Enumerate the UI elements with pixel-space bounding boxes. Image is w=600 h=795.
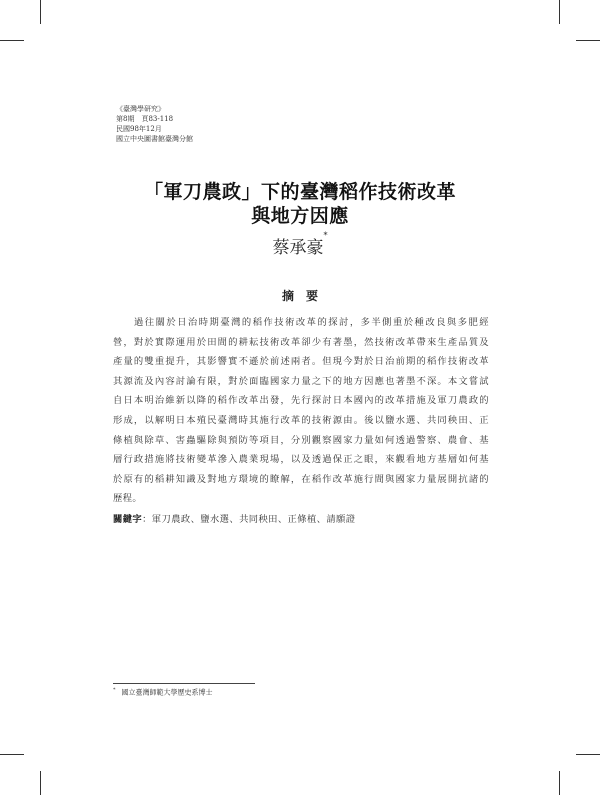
footnote-divider — [113, 683, 255, 684]
crop-mark-top-right-v — [559, 0, 560, 24]
crop-mark-top-left-v — [40, 0, 41, 24]
journal-issue: 第8期 頁83-118 — [116, 115, 174, 123]
crop-mark-bottom-right-h — [576, 754, 600, 755]
journal-date: 民國98年12月 — [116, 125, 162, 133]
abstract-line: 其源流及內容討論有限，對於面臨國家力量之下的地方因應也著墨不深。本文嘗試 — [113, 375, 489, 387]
abstract-line: 形成，以解明日本殖民臺灣時其施行改革的技術源由。後以鹽水選、共同秧田、正 — [113, 414, 489, 426]
abstract-line: 條植與除草、害蟲驅除與預防等項目，分別觀察國家力量如何透過警察、農會、基 — [113, 434, 489, 446]
journal-name: 《臺灣學研究》 — [116, 105, 165, 113]
footnote-text: 國立臺灣師範大學歷史系博士 — [121, 688, 213, 697]
author-footnote-mark: * — [323, 231, 328, 240]
keywords-label: 關鍵字 — [113, 514, 143, 525]
footnote — [113, 687, 213, 697]
abstract-line: 自日本明治維新以降的稻作改革出發，先行探討日本國內的改革措施及軍刀農政的 — [113, 395, 489, 407]
abstract-heading: 摘要 — [281, 289, 330, 303]
abstract-body — [113, 313, 489, 509]
abstract-line: 產量的雙重提升，其影響實不遜於前述兩者。但現今對於日治前期的稻作技術改革 — [113, 356, 489, 368]
keywords-separator: ： — [142, 514, 152, 525]
crop-mark-bottom-right-v — [559, 771, 560, 795]
crop-mark-top-right-h — [576, 40, 600, 41]
footnote-mark: * — [113, 687, 116, 693]
journal-info — [116, 104, 193, 144]
journal-publisher: 國立中央圖書館臺灣分館 — [116, 135, 193, 143]
author — [0, 233, 600, 258]
keywords-text: 軍刀農政、鹽水選、共同秧田、正條植、請願證 — [151, 514, 356, 525]
abstract-line: 營，對於實際運用於田間的耕耘技術改革卻少有著墨，然技術改革帶來生產品質及 — [113, 336, 489, 348]
abstract-line: 層行政措施將技術變革滲入農業現場，以及透過保正之眼，來觀看地方基層如何基 — [113, 454, 489, 466]
author-name: 蔡承豪 — [272, 238, 324, 258]
title-line-2: 與地方因應 — [251, 205, 349, 227]
crop-mark-bottom-left-h — [0, 754, 24, 755]
keywords — [113, 511, 355, 525]
abstract-line: 於原有的稻耕知識及對地方環境的瞭解，在稻作改革施行間與國家力量展開抗諸的 — [113, 473, 489, 485]
abstract-line: 歷程。 — [113, 493, 143, 505]
crop-mark-top-left-h — [0, 40, 24, 41]
crop-mark-bottom-left-v — [40, 771, 41, 795]
title-line-1: 「軍刀農政」下的臺灣稻作技術改革 — [143, 181, 456, 203]
abstract-line: 過往關於日治時期臺灣的稻作技術改革的探討，多半側重於種改良與多肥經 — [134, 317, 489, 328]
